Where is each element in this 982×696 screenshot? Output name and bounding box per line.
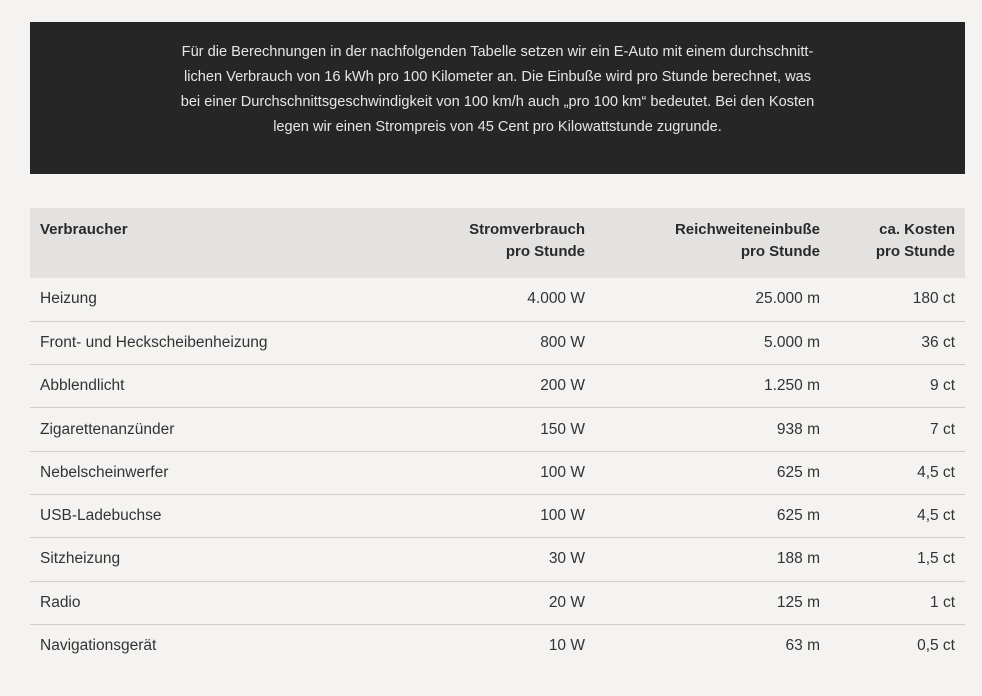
cell-cost: 0,5 ct: [917, 637, 955, 655]
cell-consumer: Zigarettenanzünder: [40, 420, 175, 438]
cell-power: 30 W: [548, 550, 585, 568]
cell-consumer: Heizung: [40, 290, 97, 308]
cell-power: 10 W: [548, 637, 585, 655]
cell-consumer: Nebelscheinwerfer: [40, 463, 169, 481]
cell-cost: 4,5 ct: [917, 507, 955, 525]
cell-consumer: Radio: [40, 593, 81, 611]
cell-consumer: USB-Ladebuchse: [40, 507, 162, 525]
cell-range-loss: 625 m: [776, 507, 820, 525]
cell-cost: 4,5 ct: [917, 463, 955, 481]
table-row: [30, 278, 965, 321]
header-range-loss: Reichweiteneinbuße pro Stunde: [674, 221, 820, 260]
cell-consumer: Navigationsgerät: [40, 637, 157, 655]
cell-cost: 36 ct: [921, 333, 955, 351]
table-row: [30, 321, 965, 364]
cell-cost: 9 ct: [930, 377, 955, 395]
consumption-table: [30, 208, 965, 668]
cell-power: 4.000 W: [527, 290, 585, 308]
intro-box: [30, 22, 965, 174]
cell-range-loss: 1.250 m: [763, 377, 820, 395]
table-row: [30, 581, 965, 624]
header-row: [30, 208, 965, 278]
cell-range-loss: 625 m: [776, 463, 820, 481]
table-body: [30, 278, 965, 668]
cell-cost: 1,5 ct: [917, 550, 955, 568]
table-row: [30, 408, 965, 451]
cell-consumer: Front- und Heckscheibenheizung: [40, 333, 268, 351]
cell-range-loss: 188 m: [776, 550, 820, 568]
cell-cost: 1 ct: [930, 593, 955, 611]
cell-range-loss: 5.000 m: [763, 333, 820, 351]
cell-range-loss: 63 m: [785, 637, 820, 655]
cell-consumer: Sitzheizung: [40, 550, 121, 568]
cell-power: 100 W: [540, 463, 585, 481]
table-row: [30, 451, 965, 494]
intro-line: lichen Verbrauch von 16 kWh pro 100 Kilometer an. Die Einbuße wird pro Stunde berechnet, was: [183, 69, 812, 85]
cell-range-loss: 125 m: [776, 593, 820, 611]
cell-range-loss: 938 m: [776, 420, 820, 438]
cell-power: 150 W: [540, 420, 585, 438]
header-cost: ca. Kosten pro Stunde: [875, 221, 955, 260]
intro-line: legen wir einen Strompreis von 45 Cent pro Kilowattstunde zugrunde.: [273, 119, 722, 135]
cell-consumer: Abblendlicht: [40, 377, 125, 395]
table-header: [30, 208, 965, 278]
table-row: [30, 538, 965, 581]
cell-power: 100 W: [540, 507, 585, 525]
cell-power: 800 W: [540, 333, 585, 351]
cell-power: 200 W: [540, 377, 585, 395]
header-consumer: Verbraucher: [40, 221, 128, 238]
cell-cost: 180 ct: [912, 290, 955, 308]
cell-cost: 7 ct: [930, 420, 955, 438]
cell-power: 20 W: [548, 593, 585, 611]
header-power-consumption: Stromverbrauch pro Stunde: [469, 221, 585, 260]
intro-line: bei einer Durchschnittsgeschwindigkeit von 100 km/h auch „pro 100 km“ bedeutet. Bei den Kosten: [180, 94, 815, 110]
cell-range-loss: 25.000 m: [755, 290, 820, 308]
table-row: [30, 624, 965, 667]
intro-line: Für die Berechnungen in der nachfolgenden Tabelle setzen wir ein E-Auto mit einem durchschnitt-: [181, 44, 814, 60]
table-row: [30, 494, 965, 537]
table-row: [30, 365, 965, 408]
